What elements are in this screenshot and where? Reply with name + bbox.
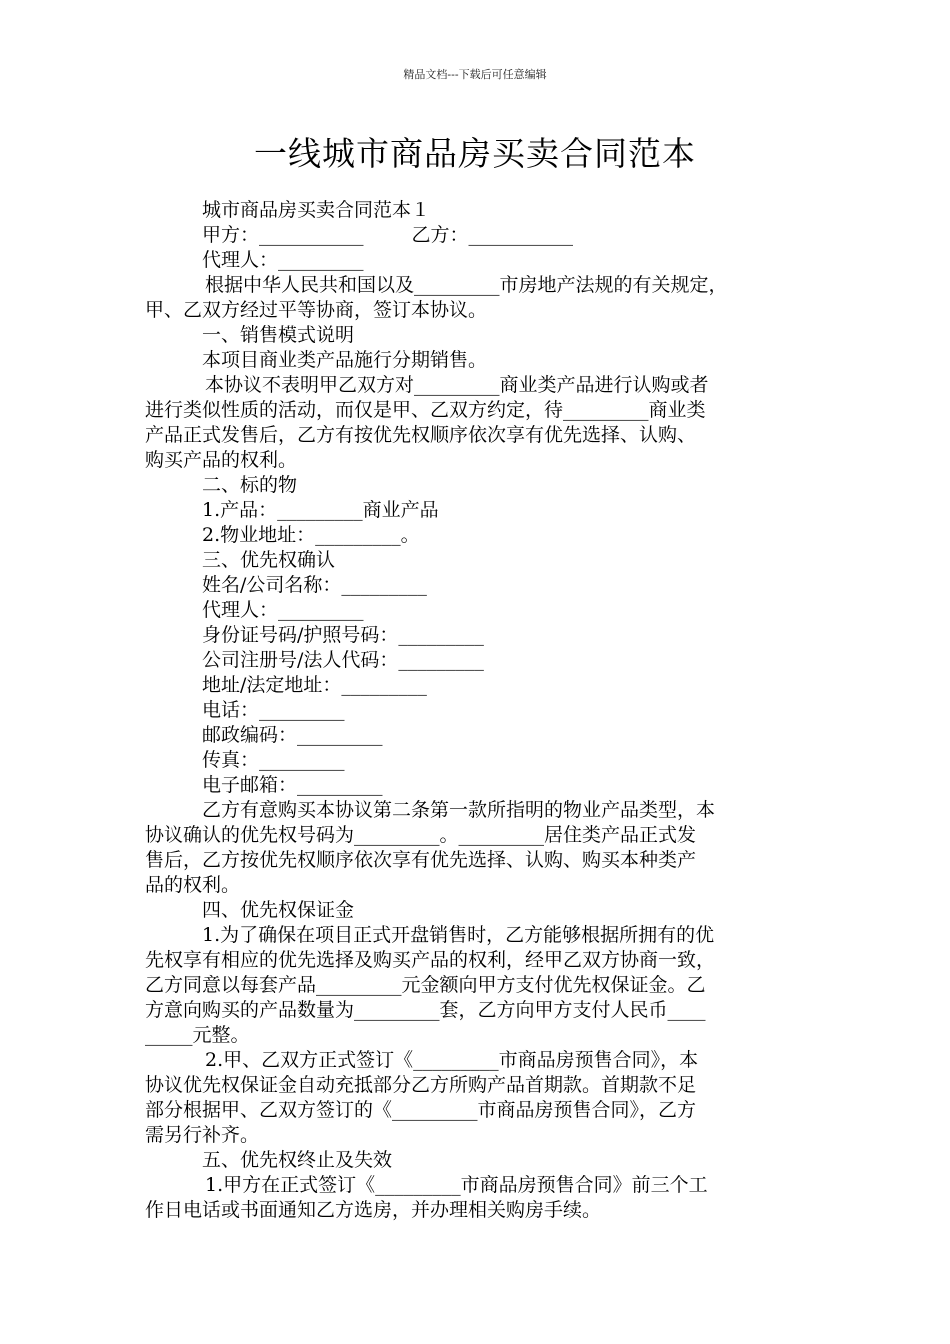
party-a-field: 甲方：___________: [202, 224, 364, 246]
section-heading: 五、优先权终止及失效: [202, 1149, 393, 1171]
text-line: 品的权利。: [145, 874, 241, 896]
text-line: 先权享有相应的优先选择及购买产品的权利，经甲乙双方协商一致，: [145, 949, 716, 971]
text-line: 2.物业地址：_________。: [202, 524, 420, 546]
form-field-line: 邮政编码：_________: [202, 724, 383, 746]
text-line: 协议优先权保证金自动充抵部分乙方所购产品首期款。首期款不足: [145, 1074, 697, 1096]
text-line: 乙方有意购买本协议第二条第一款所指明的物业产品类型，本: [202, 799, 716, 821]
text-line: 根据中华人民共和国以及_________市房地产法规的有关规定，: [205, 274, 728, 296]
text-line: 1.为了确保在项目正式开盘销售时，乙方能够根据所拥有的优: [202, 924, 715, 946]
subtitle-line: 城市商品房买卖合同范本１: [202, 199, 431, 221]
text-line: _____元整。: [145, 1024, 250, 1046]
party-b-field: 乙方：___________: [411, 224, 574, 246]
form-field-line: 代理人：_________: [202, 599, 364, 621]
text-line: 2.甲、乙双方正式签订《_________市商品房预售合同》，本: [205, 1049, 699, 1071]
form-field-line: 传真：_________: [202, 749, 345, 771]
text-line: 需另行补齐。: [145, 1124, 260, 1146]
form-field-line: 身份证号码/护照号码：_________: [202, 624, 484, 646]
text-line: 部分根据甲、乙双方签订的《_________市商品房预售合同》，乙方: [145, 1099, 697, 1121]
text-line: 本项目商业类产品施行分期销售。: [202, 349, 488, 371]
section-heading: 一、销售模式说明: [202, 324, 355, 346]
form-field-line: 公司注册号/法人代码：_________: [202, 649, 484, 671]
text-line: 购买产品的权利。: [145, 449, 298, 471]
text-line: 进行类似性质的活动，而仅是甲、乙双方约定，待_________商业类: [145, 399, 706, 421]
text-line: 本协议不表明甲乙双方对_________商业类产品进行认购或者: [205, 374, 709, 396]
document-title: 一线城市商品房买卖合同范本: [254, 134, 696, 173]
form-field-line: 电话：_________: [202, 699, 345, 721]
page-header: 精品文档---下载后可任意编辑: [403, 68, 547, 81]
text-line: 售后，乙方按优先权顺序依次享有优先选择、认购、购买本种类产: [145, 849, 697, 871]
text-line: 1.甲方在正式签订《_________市商品房预售合同》前三个工: [205, 1174, 708, 1196]
party-line: [145, 223, 813, 248]
text-line: 甲、乙双方经过平等协商，签订本协议。: [145, 299, 488, 321]
form-field-line: 地址/法定地址：_________: [202, 674, 427, 696]
form-field-line: 电子邮箱：_________: [202, 774, 383, 796]
text-line: 1.产品：_________商业产品: [202, 499, 439, 521]
text-line: 乙方同意以每套产品_________元金额向甲方支付优先权保证金。乙: [145, 974, 706, 996]
section-heading: 三、优先权确认: [202, 549, 336, 571]
text-line: 产品正式发售后，乙方有按优先权顺序依次享有优先选择、认购、: [145, 424, 697, 446]
text-line: 作日电话或书面通知乙方选房，并办理相关购房手续。: [145, 1199, 602, 1221]
form-field-line: 姓名/公司名称：_________: [202, 574, 427, 596]
text-line: 协议确认的优先权号码为_________。_________居住类产品正式发: [145, 824, 697, 846]
text-line: 方意向购买的产品数量为_________套，乙方向甲方支付人民币____: [145, 999, 706, 1021]
section-heading: 二、标的物: [202, 474, 298, 496]
document-body: [145, 198, 813, 1223]
section-heading: 四、优先权保证金: [202, 899, 355, 921]
text-line: 代理人：_________: [202, 249, 364, 271]
